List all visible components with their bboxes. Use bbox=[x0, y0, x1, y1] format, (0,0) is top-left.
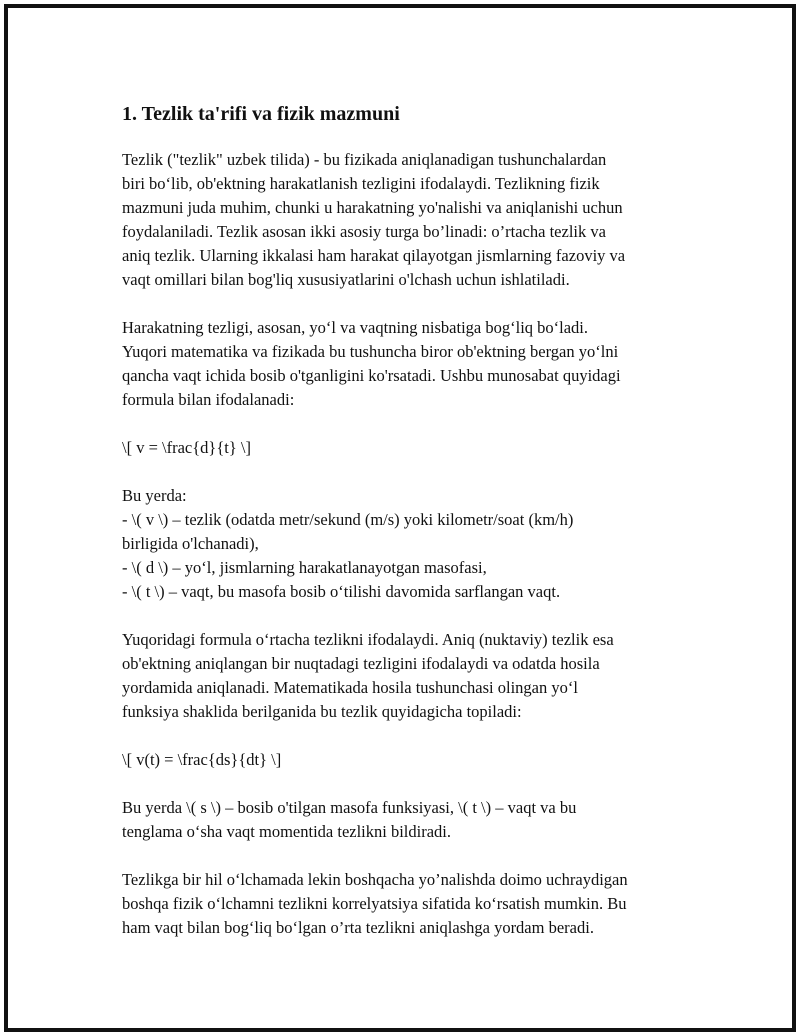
text-line: Bu yerda \( s \) – bosib o'tilgan masofa funksiyasi, \( t \) – vaqt va bu bbox=[122, 798, 577, 817]
text-line: ob'ektning aniqlangan bir nuqtadagi tezligini ifodalaydi va odatda hosila bbox=[122, 654, 600, 673]
paragraph-definition bbox=[122, 148, 692, 292]
text-line: mazmuni juda muhim, chunki u harakatning yo'nalishi va aniqlanishi uchun bbox=[122, 198, 623, 217]
text-line: foydalaniladi. Tezlik asosan ikki asosiy turga bo’linadi: o’rtacha tezlik va bbox=[122, 222, 606, 241]
formula-line: \[ v = \frac{d}{t} \] bbox=[122, 438, 251, 457]
text-line: vaqt omillari bilan bog'liq xususiyatlarini o'lchash uchun ishlatiladi. bbox=[122, 270, 570, 289]
text-line: ham vaqt bilan bog‘liq bo‘lgan o’rta tezlikni aniqlashga yordam beradi. bbox=[122, 918, 594, 937]
definitions-list bbox=[122, 484, 692, 604]
text-line: Tezlikga bir hil o‘lchamada lekin boshqacha yo’nalishda doimo uchraydigan bbox=[122, 870, 628, 889]
list-item: birligida o'lchanadi), bbox=[122, 534, 259, 553]
text-line: boshqa fizik o‘lchamni tezlikni korrelyatsiya sifatida ko‘rsatish mumkin. Bu bbox=[122, 894, 627, 913]
paragraph-ratio bbox=[122, 316, 692, 412]
document-page bbox=[4, 4, 796, 1032]
formula-line: \[ v(t) = \frac{ds}{dt} \] bbox=[122, 750, 282, 769]
list-item: - \( d \) – yo‘l, jismlarning harakatlanayotgan masofasi, bbox=[122, 558, 487, 577]
text-line: Tezlik ("tezlik" uzbek tilida) - bu fizikada aniqlanadigan tushunchalardan bbox=[122, 150, 607, 169]
list-item: - \( v \) – tezlik (odatda metr/sekund (m/s) yoki kilometr/soat (km/h) bbox=[122, 510, 574, 529]
text-line: Yuqori matematika va fizikada bu tushuncha biror ob'ektning bergan yo‘lni bbox=[122, 342, 619, 361]
text-line: tenglama o‘sha vaqt momentida tezlikni bildiradi. bbox=[122, 822, 451, 841]
text-line: biri bo‘lib, ob'ektning harakatlanish tezligini ifodalaydi. Tezlikning fizik bbox=[122, 174, 600, 193]
section-heading: 1. Tezlik ta'rifi va fizik mazmuni bbox=[122, 103, 400, 125]
text-line: Bu yerda: bbox=[122, 486, 187, 505]
text-line: aniq tezlik. Ularning ikkalasi ham harakat qilayotgan jismlarning fazoviy va bbox=[122, 246, 626, 265]
text-line: qancha vaqt ichida bosib o'tganligini ko'rsatadi. Ushbu munosabat quyidagi bbox=[122, 366, 621, 385]
list-item: - \( t \) – vaqt, bu masofa bosib o‘tilishi davomida sarflangan vaqt. bbox=[122, 582, 561, 601]
text-line: yordamida aniqlanadi. Matematikada hosila tushunchasi olingan yo‘l bbox=[122, 678, 578, 697]
formula-instant-speed bbox=[122, 748, 692, 772]
text-line: Harakatning tezligi, asosan, yo‘l va vaqtning nisbatiga bog‘liq bo‘ladi. bbox=[122, 318, 589, 337]
text-line: formula bilan ifodalanadi: bbox=[122, 390, 295, 409]
paragraph-correlation bbox=[122, 868, 692, 940]
text-line: funksiya shaklida berilganida bu tezlik quyidagicha topiladi: bbox=[122, 702, 522, 721]
paragraph-formula-explanation bbox=[122, 796, 692, 844]
paragraph-instant-speed bbox=[122, 628, 692, 724]
formula-average-speed bbox=[122, 436, 692, 460]
document-content bbox=[122, 100, 692, 964]
text-line: Yuqoridagi formula o‘rtacha tezlikni ifodalaydi. Aniq (nuktaviy) tezlik esa bbox=[122, 630, 614, 649]
